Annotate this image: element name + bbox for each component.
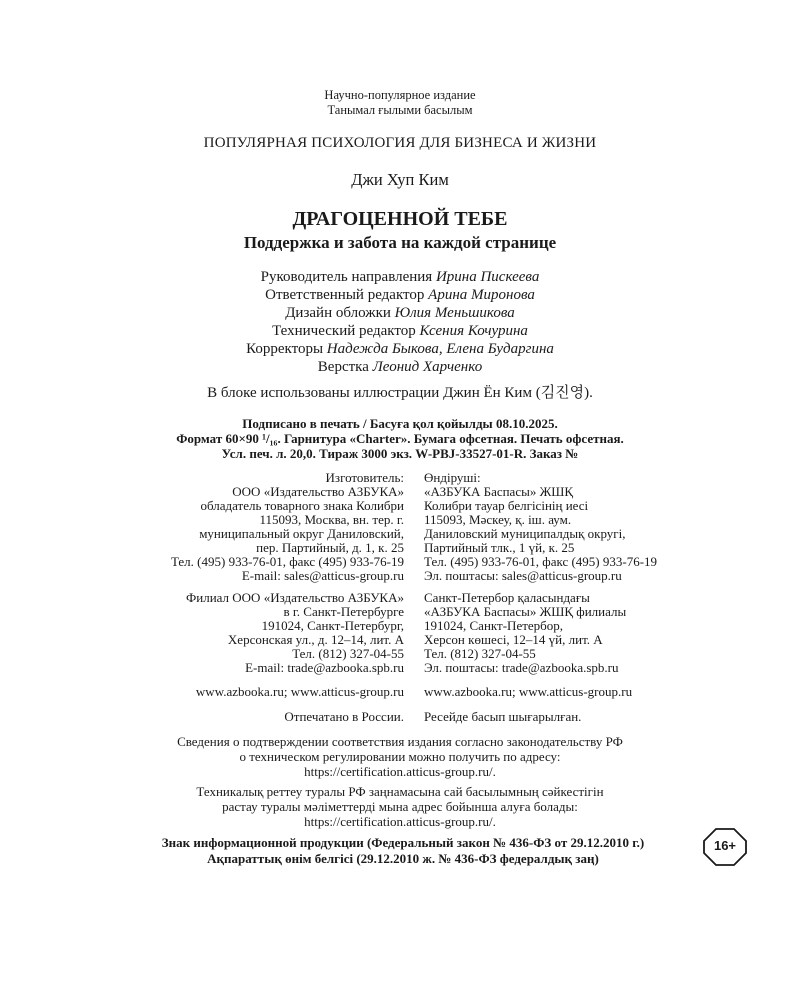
address-line: E-mail: sales@atticus-group.ru <box>241 568 404 583</box>
address-line: 115093, Мәскеу, қ. іш. аум. <box>424 512 572 527</box>
print-format: Формат 60×90 ¹/₁₆. Гарнитура «Charter». Бумага офсетная. Печать офсетная. <box>176 431 624 446</box>
address-line: муниципальный округ Даниловский, <box>199 526 404 541</box>
staff-name: Юлия Меньшикова <box>394 305 515 321</box>
cert-line: растау туралы мәліметтерді мына адрес бойынша алуға болады: <box>222 799 578 814</box>
address-line: Тел. (812) 327-04-55 <box>292 646 404 661</box>
printed-in-kz: Ресейде басып шығарылған. <box>424 709 582 724</box>
author-name: Джи Хуп Ким <box>351 170 449 189</box>
website-ru: www.azbooka.ru; www.atticus-group.ru <box>195 684 404 699</box>
staff-line <box>0 286 800 304</box>
address-line: Херсонская ул., д. 12–14, лит. А <box>227 632 404 647</box>
staff-line <box>0 304 800 322</box>
book-title: ДРАГОЦЕННОЙ ТЕБЕ <box>292 208 508 230</box>
staff-name: Леонид Харченко <box>372 359 483 375</box>
age-rating-label: 16+ <box>713 838 737 853</box>
address-line: Тел. (812) 327-04-55 <box>424 646 536 661</box>
website-kz: www.azbooka.ru; www.atticus-group.ru <box>424 684 633 699</box>
address-line: 115093, Москва, вн. тер. г. <box>259 512 404 527</box>
address-line: ООО «Издательство АЗБУКА» <box>232 484 404 499</box>
address-line: 191024, Санкт-Петербург, <box>261 618 404 633</box>
address-line: «АЗБУКА Баспасы» ЖШҚ <box>424 484 574 499</box>
staff-role: Корректоры <box>246 341 324 357</box>
age-rating-badge <box>702 827 748 867</box>
info-sign-kz: Ақпараттық өнім белгісі (29.12.2010 ж. № 436-ФЗ федералдық заң) <box>207 851 599 866</box>
staff-line <box>0 268 800 286</box>
print-signed: Подписано в печать / Басуға қол қойылды 08.10.2025. <box>242 416 558 431</box>
staff-line <box>0 358 800 376</box>
staff-role: Ответственный редактор <box>265 287 425 303</box>
series-name: ПОПУЛЯРНАЯ ПСИХОЛОГИЯ ДЛЯ БИЗНЕСА И ЖИЗНИ <box>203 135 597 151</box>
staff-name: Ксения Кочурина <box>419 323 528 339</box>
staff-name: Ирина Пискеева <box>435 269 540 285</box>
address-line: Эл. поштасы: trade@azbooka.spb.ru <box>424 660 619 675</box>
address-line: Санкт-Петербор қаласындағы <box>424 590 590 605</box>
book-subtitle: Поддержка и забота на каждой странице <box>243 233 557 252</box>
cert-line: https://certification.atticus-group.ru/. <box>304 764 496 779</box>
address-line: Өндіруші: <box>424 470 481 485</box>
staff-name: Арина Миронова <box>428 287 535 303</box>
address-line: 191024, Санкт-Петербор, <box>424 618 564 633</box>
address-line: E-mail: trade@azbooka.spb.ru <box>245 660 404 675</box>
edition-type-ru: Научно-популярное издание <box>324 88 476 102</box>
cert-line: Сведения о подтверждении соответствия издания согласно законодательству РФ <box>177 734 623 749</box>
printed-in-ru: Отпечатано в России. <box>284 709 404 724</box>
address-line: «АЗБУКА Баспасы» ЖШҚ филиалы <box>424 604 627 619</box>
address-line: Даниловский муниципалдық округі, <box>424 526 626 541</box>
edition-type-kz: Танымал ғылыми басылым <box>327 103 473 117</box>
info-sign-ru: Знак информационной продукции (Федеральный закон № 436-ФЗ от 29.12.2010 г.) <box>161 835 645 850</box>
cert-line: Техникалық реттеу туралы РФ заңнамасына сай басылымның сәйкестігін <box>196 784 604 799</box>
address-line: Тел. (495) 933-76-01, факс (495) 933-76-19 <box>424 554 658 569</box>
address-line: Колибри тауар белгісінің иесі <box>424 498 589 513</box>
cert-line: https://certification.atticus-group.ru/. <box>304 814 496 829</box>
print-run: Усл. печ. л. 20,0. Тираж 3000 экз. W-PBJ-33527-01-R. Заказ № <box>221 446 579 461</box>
illustrations-note: В блоке использованы иллюстрации Джин Ён Ким (김진영). <box>207 385 593 401</box>
staff-role: Руководитель направления <box>260 269 433 285</box>
address-line: Изготовитель: <box>325 470 404 485</box>
address-line: пер. Партийный, д. 1, к. 25 <box>256 540 404 555</box>
staff-name: Надежда Быкова, Елена Бударгина <box>326 341 554 357</box>
address-line: в г. Санкт-Петербурге <box>283 604 404 619</box>
staff-line <box>0 340 800 358</box>
staff-role: Технический редактор <box>272 323 416 339</box>
address-line: обладатель товарного знака Колибри <box>200 498 404 513</box>
address-line: Тел. (495) 933-76-01, факс (495) 933-76-19 <box>170 554 404 569</box>
address-line: Филиал ООО «Издательство АЗБУКА» <box>185 590 404 605</box>
staff-line <box>0 322 800 340</box>
staff-role: Дизайн обложки <box>285 305 391 321</box>
cert-line: о техническом регулировании можно получить по адресу: <box>239 749 561 764</box>
address-line: Эл. поштасы: sales@atticus-group.ru <box>424 568 622 583</box>
address-line: Партийный тлк., 1 үй, к. 25 <box>424 540 575 555</box>
address-line: Херсон көшесі, 12–14 үй, лит. А <box>424 632 603 647</box>
staff-role: Верстка <box>317 359 369 375</box>
